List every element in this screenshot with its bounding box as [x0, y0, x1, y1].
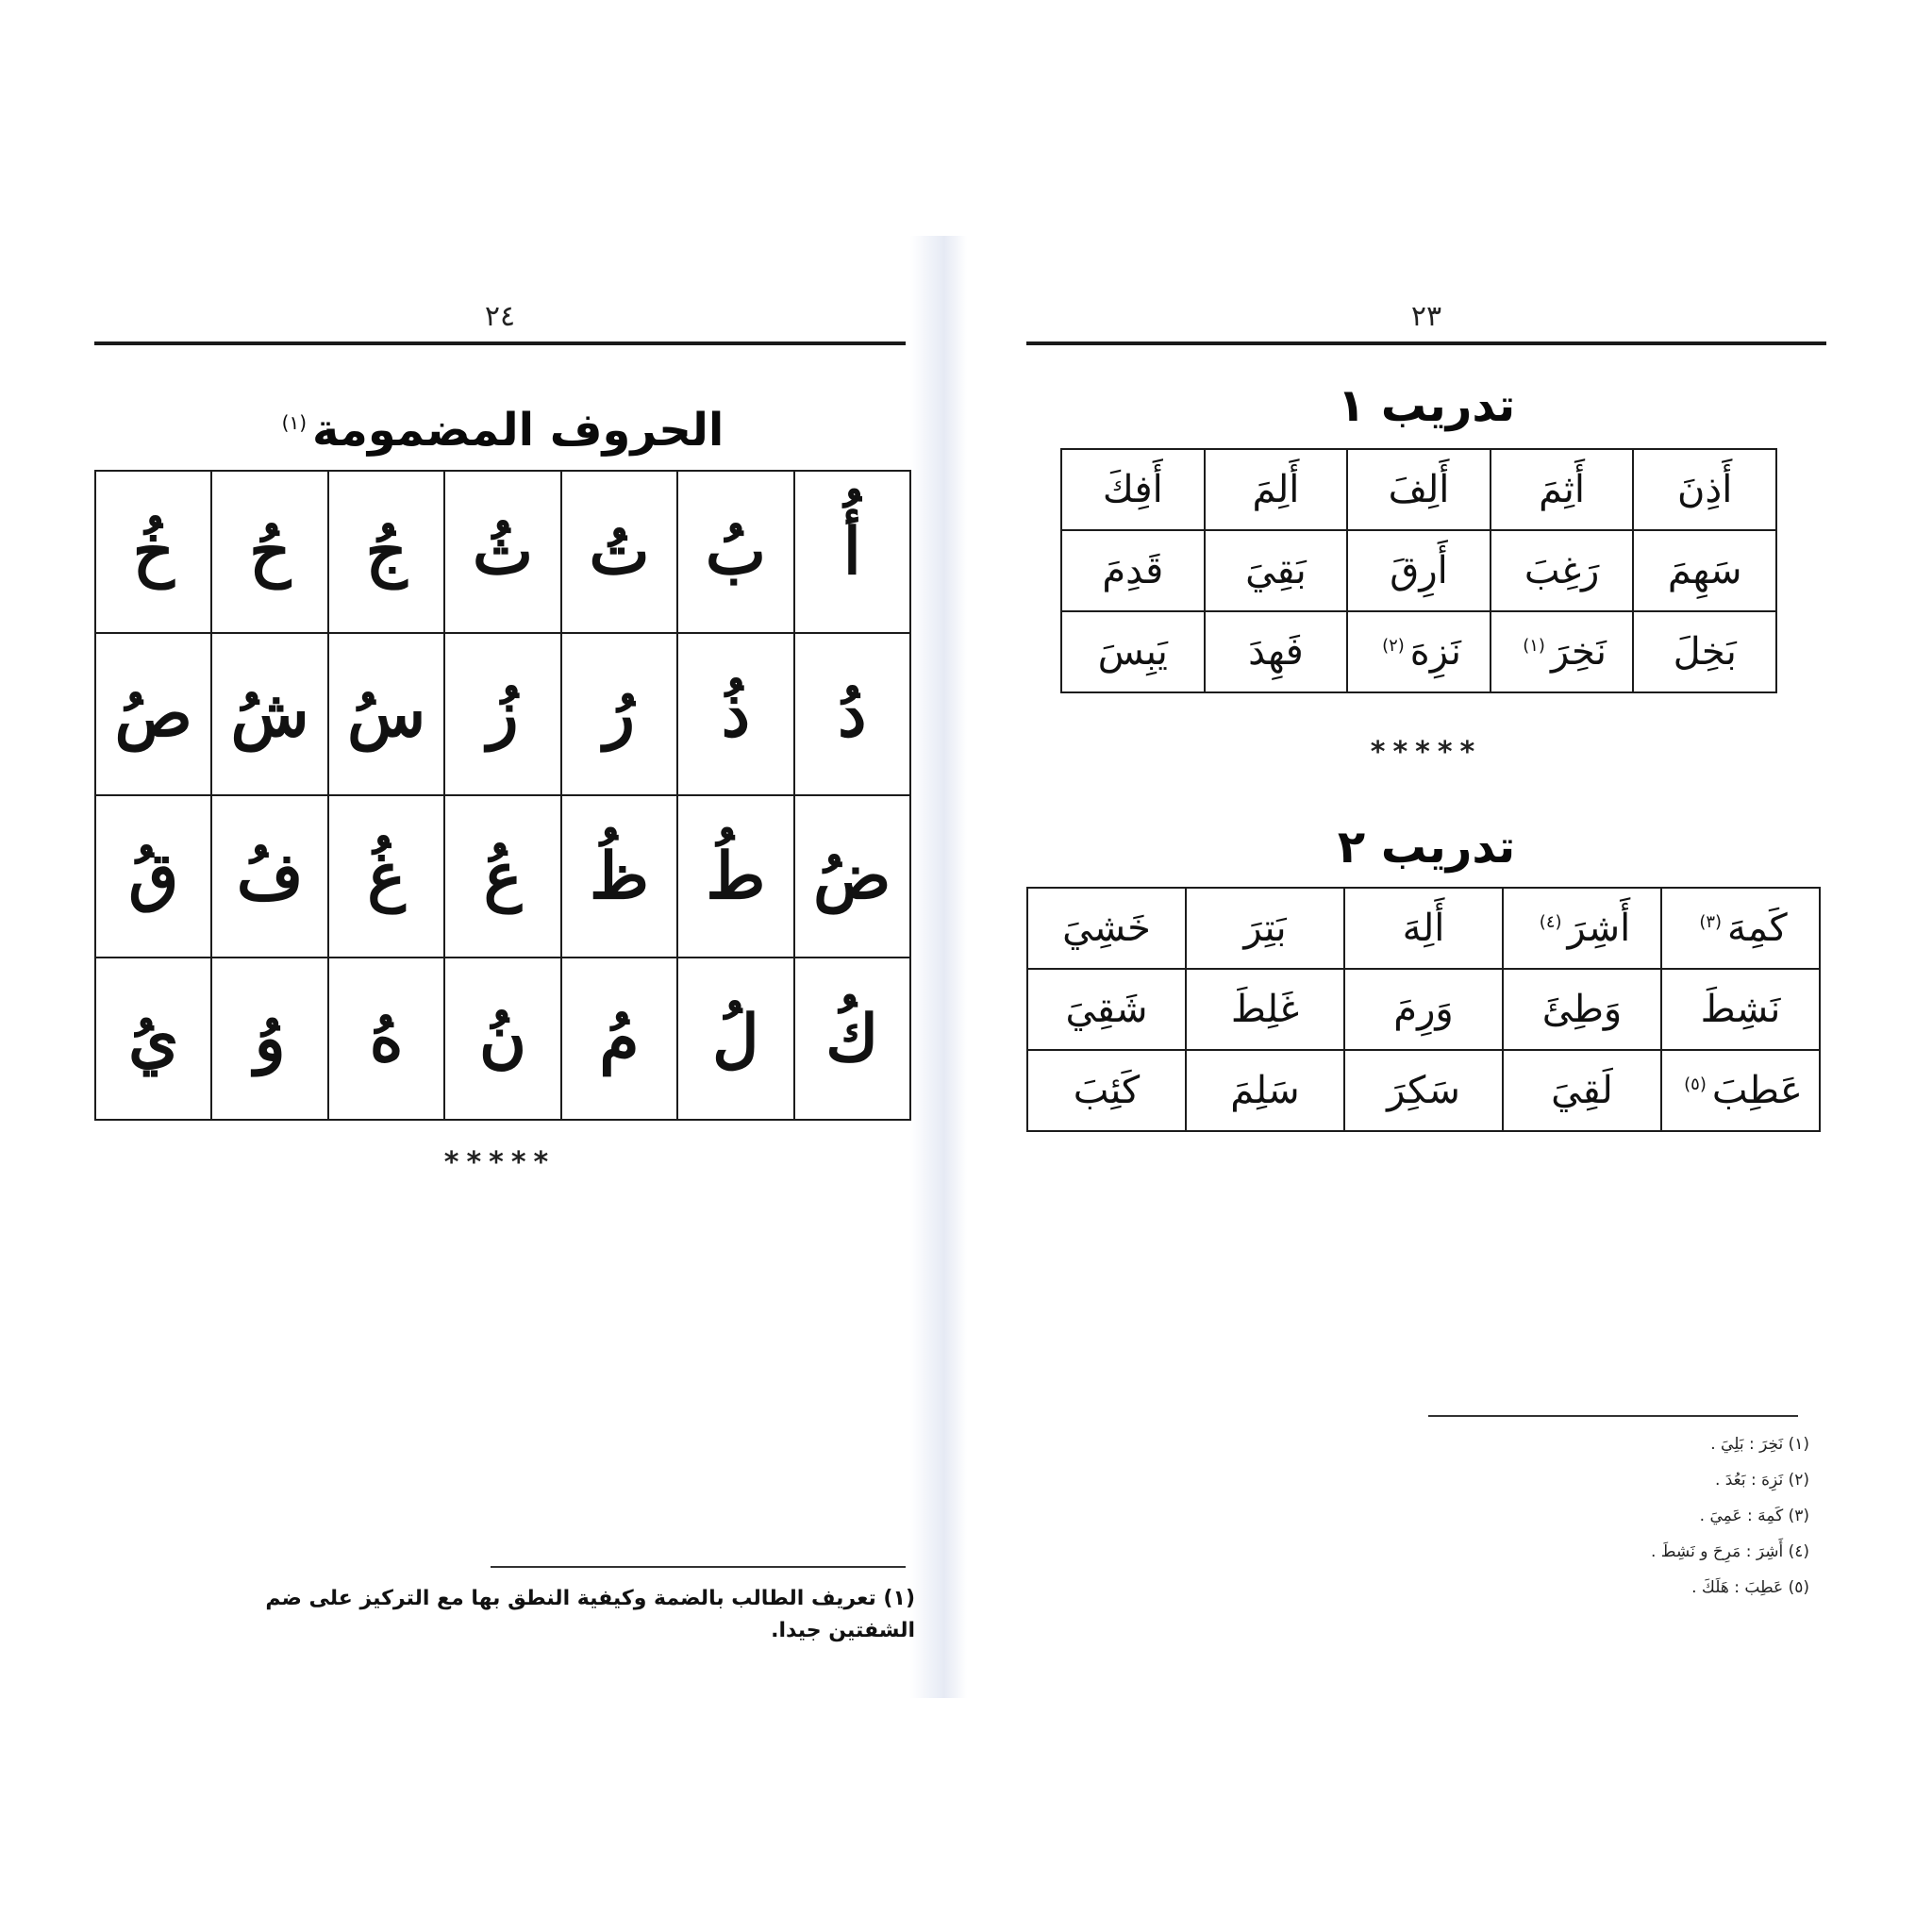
letter-cell: طُ	[677, 795, 793, 958]
letter-cell: نُ	[444, 958, 560, 1120]
letter-cell: رُ	[561, 633, 677, 795]
letter-cell: غُ	[328, 795, 444, 958]
letter-cell: حُ	[211, 471, 327, 633]
letter-cell: مُ	[561, 958, 677, 1120]
grid-row	[95, 795, 910, 958]
table-row	[1027, 888, 1820, 969]
letter-cell: أُ	[794, 471, 910, 633]
grid-row	[95, 471, 910, 633]
word-cell	[1027, 1050, 1186, 1131]
word-text: خَشِيَ	[1062, 907, 1151, 950]
footnote-item: (١) نَخِرَ : بَلِيَ .	[1710, 1435, 1809, 1454]
page-number: ٢٣	[1410, 300, 1442, 333]
word-cell	[1186, 1050, 1344, 1131]
table-row	[1027, 1050, 1820, 1131]
footnote-ref: (١)	[1523, 635, 1545, 656]
word-text: يَبِسَ	[1097, 630, 1168, 674]
word-cell	[1633, 530, 1776, 611]
footnote-rule	[1428, 1415, 1798, 1417]
word-cell	[1491, 449, 1634, 530]
footnote-rule	[491, 1566, 906, 1568]
letter-cell: جُ	[328, 471, 444, 633]
word-text: سَلِمَ	[1230, 1069, 1300, 1112]
word-text: غَلِطَ	[1230, 988, 1300, 1031]
word-text: عَطِبَ	[1711, 1069, 1803, 1112]
word-text: أَلِفَ	[1388, 468, 1450, 511]
word-text: سَكِرَ	[1387, 1069, 1460, 1112]
word-cell	[1186, 888, 1344, 969]
word-cell	[1347, 611, 1491, 692]
letter-cell: هُ	[328, 958, 444, 1120]
word-cell	[1061, 611, 1205, 692]
word-cell	[1503, 969, 1661, 1050]
heading-text: الحروف المضمومة	[312, 404, 724, 457]
footnote-item: (٣) كَمِهَ : عَمِيَ .	[1699, 1507, 1809, 1525]
word-cell	[1503, 1050, 1661, 1131]
word-text: شَقِيَ	[1065, 988, 1148, 1031]
footnote-ref: (٢)	[1382, 635, 1405, 656]
word-cell	[1633, 449, 1776, 530]
letter-cell: قُ	[95, 795, 211, 958]
word-text: أَفِكَ	[1102, 468, 1163, 511]
damma-letters-grid	[94, 470, 911, 1121]
exercise-2-table	[1026, 887, 1821, 1132]
word-text: أَذِنَ	[1677, 468, 1733, 511]
word-cell	[1347, 449, 1491, 530]
table-row	[1061, 449, 1776, 530]
letter-cell: ظُ	[561, 795, 677, 958]
word-cell	[1027, 888, 1186, 969]
letter-cell: بُ	[677, 471, 793, 633]
word-text: بَقِيَ	[1245, 549, 1307, 592]
letter-cell: وُ	[211, 958, 327, 1120]
section-separator: *****	[443, 1146, 557, 1179]
word-text: أَثِمَ	[1539, 468, 1586, 511]
letter-cell: ذُ	[677, 633, 793, 795]
exercise-1-title: تدريب ١	[1337, 379, 1516, 432]
letter-cell: ثُ	[444, 471, 560, 633]
grid-row	[95, 633, 910, 795]
word-cell	[1344, 888, 1503, 969]
word-text: بَخِلَ	[1673, 630, 1737, 674]
word-cell	[1186, 969, 1344, 1050]
word-text: كَمِهَ	[1727, 907, 1788, 950]
word-text: كَئِبَ	[1073, 1069, 1141, 1112]
footnote-ref: (٤)	[1539, 911, 1562, 932]
word-text: أَلِهَ	[1402, 907, 1445, 950]
word-cell	[1205, 611, 1348, 692]
footnotes-list	[1413, 1426, 1809, 1606]
page-number: ٢٤	[484, 300, 516, 333]
exercise-1-table	[1060, 448, 1777, 693]
letter-cell: عُ	[444, 795, 560, 958]
word-text: نَشِطَ	[1700, 988, 1781, 1031]
word-text: قَدِمَ	[1102, 549, 1164, 592]
letter-cell: سُ	[328, 633, 444, 795]
page-23	[1026, 0, 1826, 1932]
footnote-item: (٤) أَشِرَ : مَرِحَ و نَشِطَ .	[1650, 1542, 1809, 1561]
heading-footnote-ref: (١)	[281, 411, 308, 434]
word-text: نَخِرَ	[1550, 630, 1607, 674]
word-cell	[1347, 530, 1491, 611]
grid-row	[95, 958, 910, 1120]
word-cell	[1205, 449, 1348, 530]
footnote-ref: (٣)	[1699, 911, 1723, 932]
letter-cell: كُ	[794, 958, 910, 1120]
footnote-item: (٥) عَطِبَ : هَلَكَ .	[1691, 1578, 1809, 1597]
word-text: سَهِمَ	[1667, 549, 1742, 592]
page-title	[94, 404, 906, 457]
word-text: لَقِيَ	[1551, 1069, 1613, 1112]
word-cell	[1205, 530, 1348, 611]
table-row	[1061, 530, 1776, 611]
word-text: أَشِرَ	[1567, 907, 1631, 950]
word-cell	[1491, 530, 1634, 611]
word-text: وَطِئَ	[1541, 988, 1623, 1031]
table-row	[1027, 969, 1820, 1050]
word-cell	[1661, 969, 1820, 1050]
word-cell	[1633, 611, 1776, 692]
letter-cell: خُ	[95, 471, 211, 633]
book-gutter	[910, 236, 967, 1698]
letter-cell: شُ	[211, 633, 327, 795]
header-rule	[94, 341, 906, 345]
footnote-ref: (٥)	[1684, 1074, 1707, 1094]
word-text: نَزِهَ	[1409, 630, 1461, 674]
letter-cell: ضُ	[794, 795, 910, 958]
section-separator: *****	[1370, 736, 1483, 769]
word-cell	[1061, 530, 1205, 611]
word-cell	[1491, 611, 1634, 692]
word-cell	[1661, 1050, 1820, 1131]
exercise-2-title: تدريب ٢	[1337, 821, 1516, 874]
letter-cell: لُ	[677, 958, 793, 1120]
letter-cell: يُ	[95, 958, 211, 1120]
word-text: فَهِدَ	[1248, 630, 1304, 674]
footnote-1: (١) تعريف الطالب بالضمة وكيفية النطق بها مع التركيز على ضم الشفتين جيدا.	[265, 1587, 915, 1642]
word-text: بَتِرَ	[1243, 907, 1287, 950]
word-text: وَرِمَ	[1393, 988, 1454, 1031]
table-row	[1061, 611, 1776, 692]
word-text: أَلِمَ	[1252, 468, 1300, 511]
word-text: رَغِبَ	[1524, 549, 1600, 592]
header-rule	[1026, 341, 1826, 345]
letter-cell: تُ	[561, 471, 677, 633]
letter-cell: زُ	[444, 633, 560, 795]
word-cell	[1027, 969, 1186, 1050]
letter-cell: صُ	[95, 633, 211, 795]
word-text: أَرِقَ	[1390, 549, 1448, 592]
word-cell	[1661, 888, 1820, 969]
footnote-item: (٢) نَزِهَ : بَعُدَ .	[1714, 1471, 1809, 1490]
letter-cell: دُ	[794, 633, 910, 795]
page-24	[94, 0, 915, 1932]
word-cell	[1344, 1050, 1503, 1131]
word-cell	[1061, 449, 1205, 530]
letter-cell: فُ	[211, 795, 327, 958]
word-cell	[1503, 888, 1661, 969]
word-cell	[1344, 969, 1503, 1050]
